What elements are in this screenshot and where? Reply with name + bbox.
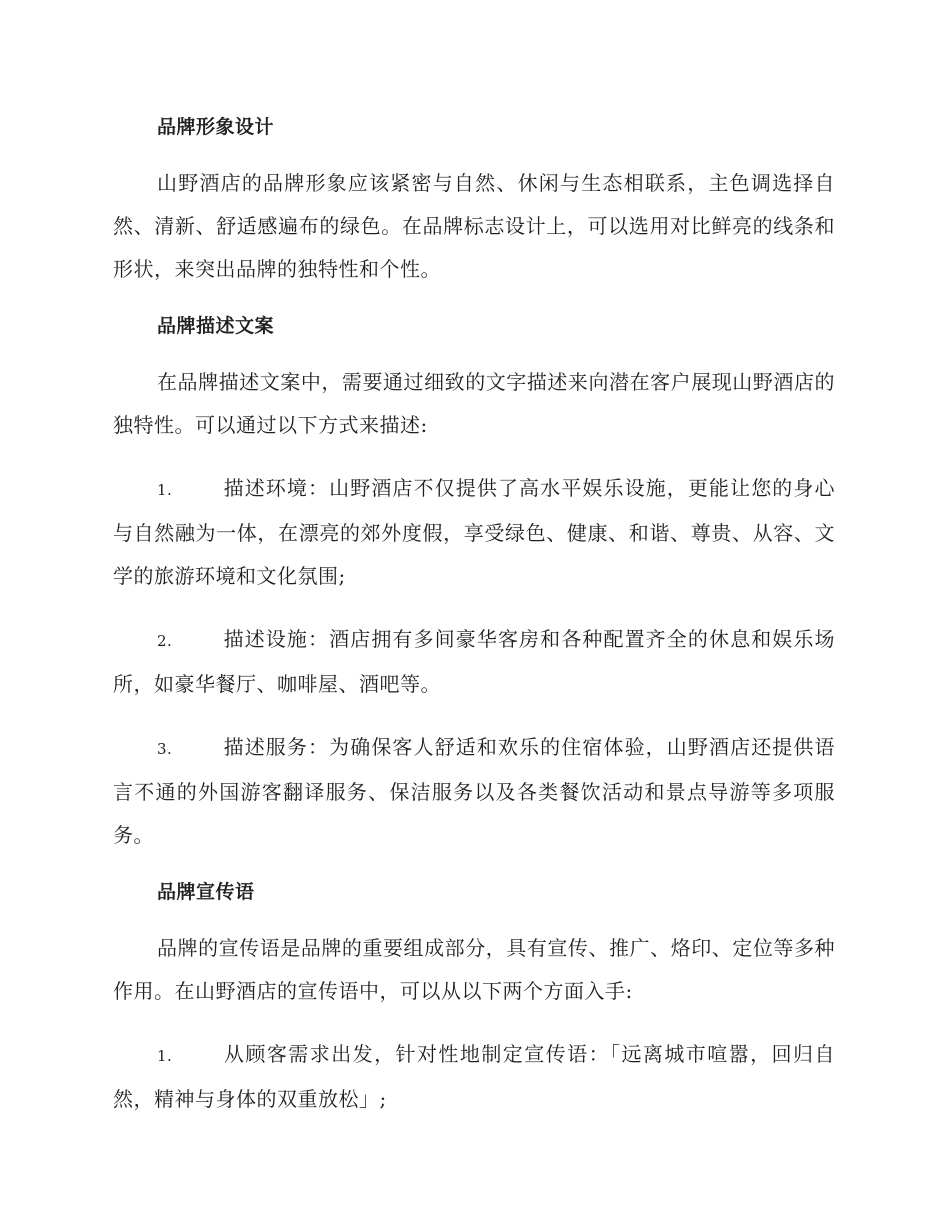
- list-item: [113, 1033, 835, 1121]
- list-item-text: 描述环境：山野酒店不仅提供了高水平娱乐设施，更能让您的身心与自然融为一体，在漂亮的郊外度假，享受绿色、健康、和谐、尊贵、从容、文学的旅游环境和文化氛围;: [113, 476, 835, 588]
- list-item: [113, 726, 835, 857]
- section-heading: 品牌宣传语: [157, 881, 255, 903]
- list-item-number: 2.: [157, 632, 173, 650]
- document-page: [113, 112, 835, 1141]
- list-item: [113, 618, 835, 706]
- section-paragraph: 山野酒店的品牌形象应该紧密与自然、休闲与生态相联系，主色调选择自然、清新、舒适感遍布的绿色。在品牌标志设计上，可以选用对比鲜亮的线条和形状，来突出品牌的独特性和个性。: [113, 171, 835, 281]
- list-item-number: 1.: [157, 1047, 173, 1065]
- section-paragraph: 品牌的宣传语是品牌的重要组成部分，具有宣传、推广、烙印、定位等多种作用。在山野酒店的宣传语中，可以从以下两个方面入手:: [113, 936, 835, 1003]
- list-item-number: 1.: [157, 481, 173, 499]
- list-item-text: 描述设施：酒店拥有多间豪华客房和各种配置齐全的休息和娱乐场所，如豪华餐厅、咖啡屋、酒吧等。: [113, 627, 835, 696]
- list-item-number: 3.: [157, 740, 173, 758]
- section-brand-image: [113, 112, 835, 291]
- list-item-text: 从顾客需求出发，针对性地制定宣传语：「远离城市喧嚣，回归自然，精神与身体的双重放松」;: [113, 1042, 835, 1111]
- section-brand-description: [113, 311, 835, 857]
- section-heading: 品牌形象设计: [157, 116, 275, 138]
- section-brand-slogan: [113, 877, 835, 1121]
- list-item: [113, 467, 835, 598]
- list-item-text: 描述服务：为确保客人舒适和欢乐的住宿体验，山野酒店还提供语言不通的外国游客翻译服务、保洁服务以及各类餐饮活动和景点导游等多项服务。: [113, 735, 835, 847]
- section-heading: 品牌描述文案: [157, 315, 275, 337]
- section-paragraph: 在品牌描述文案中，需要通过细致的文字描述来向潜在客户展现山野酒店的独特性。可以通过以下方式来描述:: [113, 370, 835, 437]
